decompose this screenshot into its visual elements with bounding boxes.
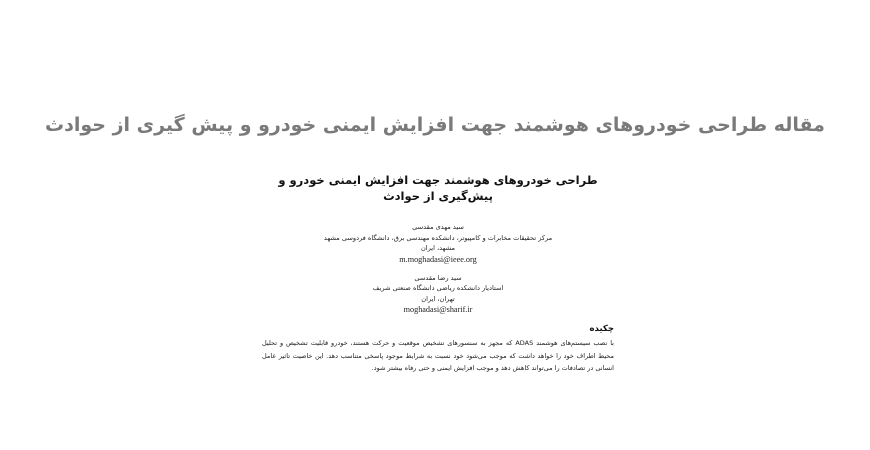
author-location: مشهد، ایران bbox=[420, 244, 456, 252]
banner-title: مقاله طراحی خودروهای هوشمند جهت افزایش ایمنی خودرو و پیش گیری از حوادث bbox=[45, 114, 825, 136]
author-location: تهران، ایران bbox=[421, 294, 455, 303]
author-name: سید مهدی مقدسی bbox=[412, 223, 464, 231]
author-block bbox=[262, 273, 614, 316]
author-affiliation: مرکز تحقیقات مخابرات و کامپیوتر، دانشکده مهندسی برق، دانشگاه فردوسی مشهد bbox=[323, 233, 553, 242]
paper-page bbox=[262, 172, 614, 375]
author-email[interactable]: m.moghadasi@ieee.org bbox=[399, 254, 477, 264]
author-affiliation: استادیار دانشکده ریاضی دانشگاه صنعتی شریف bbox=[372, 284, 504, 292]
abstract-text: با نصب سیستم‌های هوشمند ADAS که مجهز به سنسورهای تشخیص موقعیت و حرکت هستند، خودرو قابلیت تشخیص و تحلیل محیط اطراف خود را خواهد داشت که موجب می‌شود خود نسبت به شرایط موجود پاسخی متناسب دهد. این خاصیت تاثیر عامل انسانی در تصادفات را می‌تواند کاهش دهد و موجب افزایش ایمنی و حتی رفاه بیشتر شود. bbox=[262, 339, 614, 373]
abstract-heading: چکیده bbox=[589, 324, 614, 334]
author-email[interactable]: moghadasi@sharif.ir bbox=[403, 305, 473, 314]
author-block bbox=[262, 222, 614, 265]
author-name: سید رضا مقدسی bbox=[414, 273, 462, 282]
paper-title: طراحی خودروهای هوشمند جهت افزایش ایمنی خودرو و پیش‌گیری از حوادث bbox=[278, 173, 598, 203]
